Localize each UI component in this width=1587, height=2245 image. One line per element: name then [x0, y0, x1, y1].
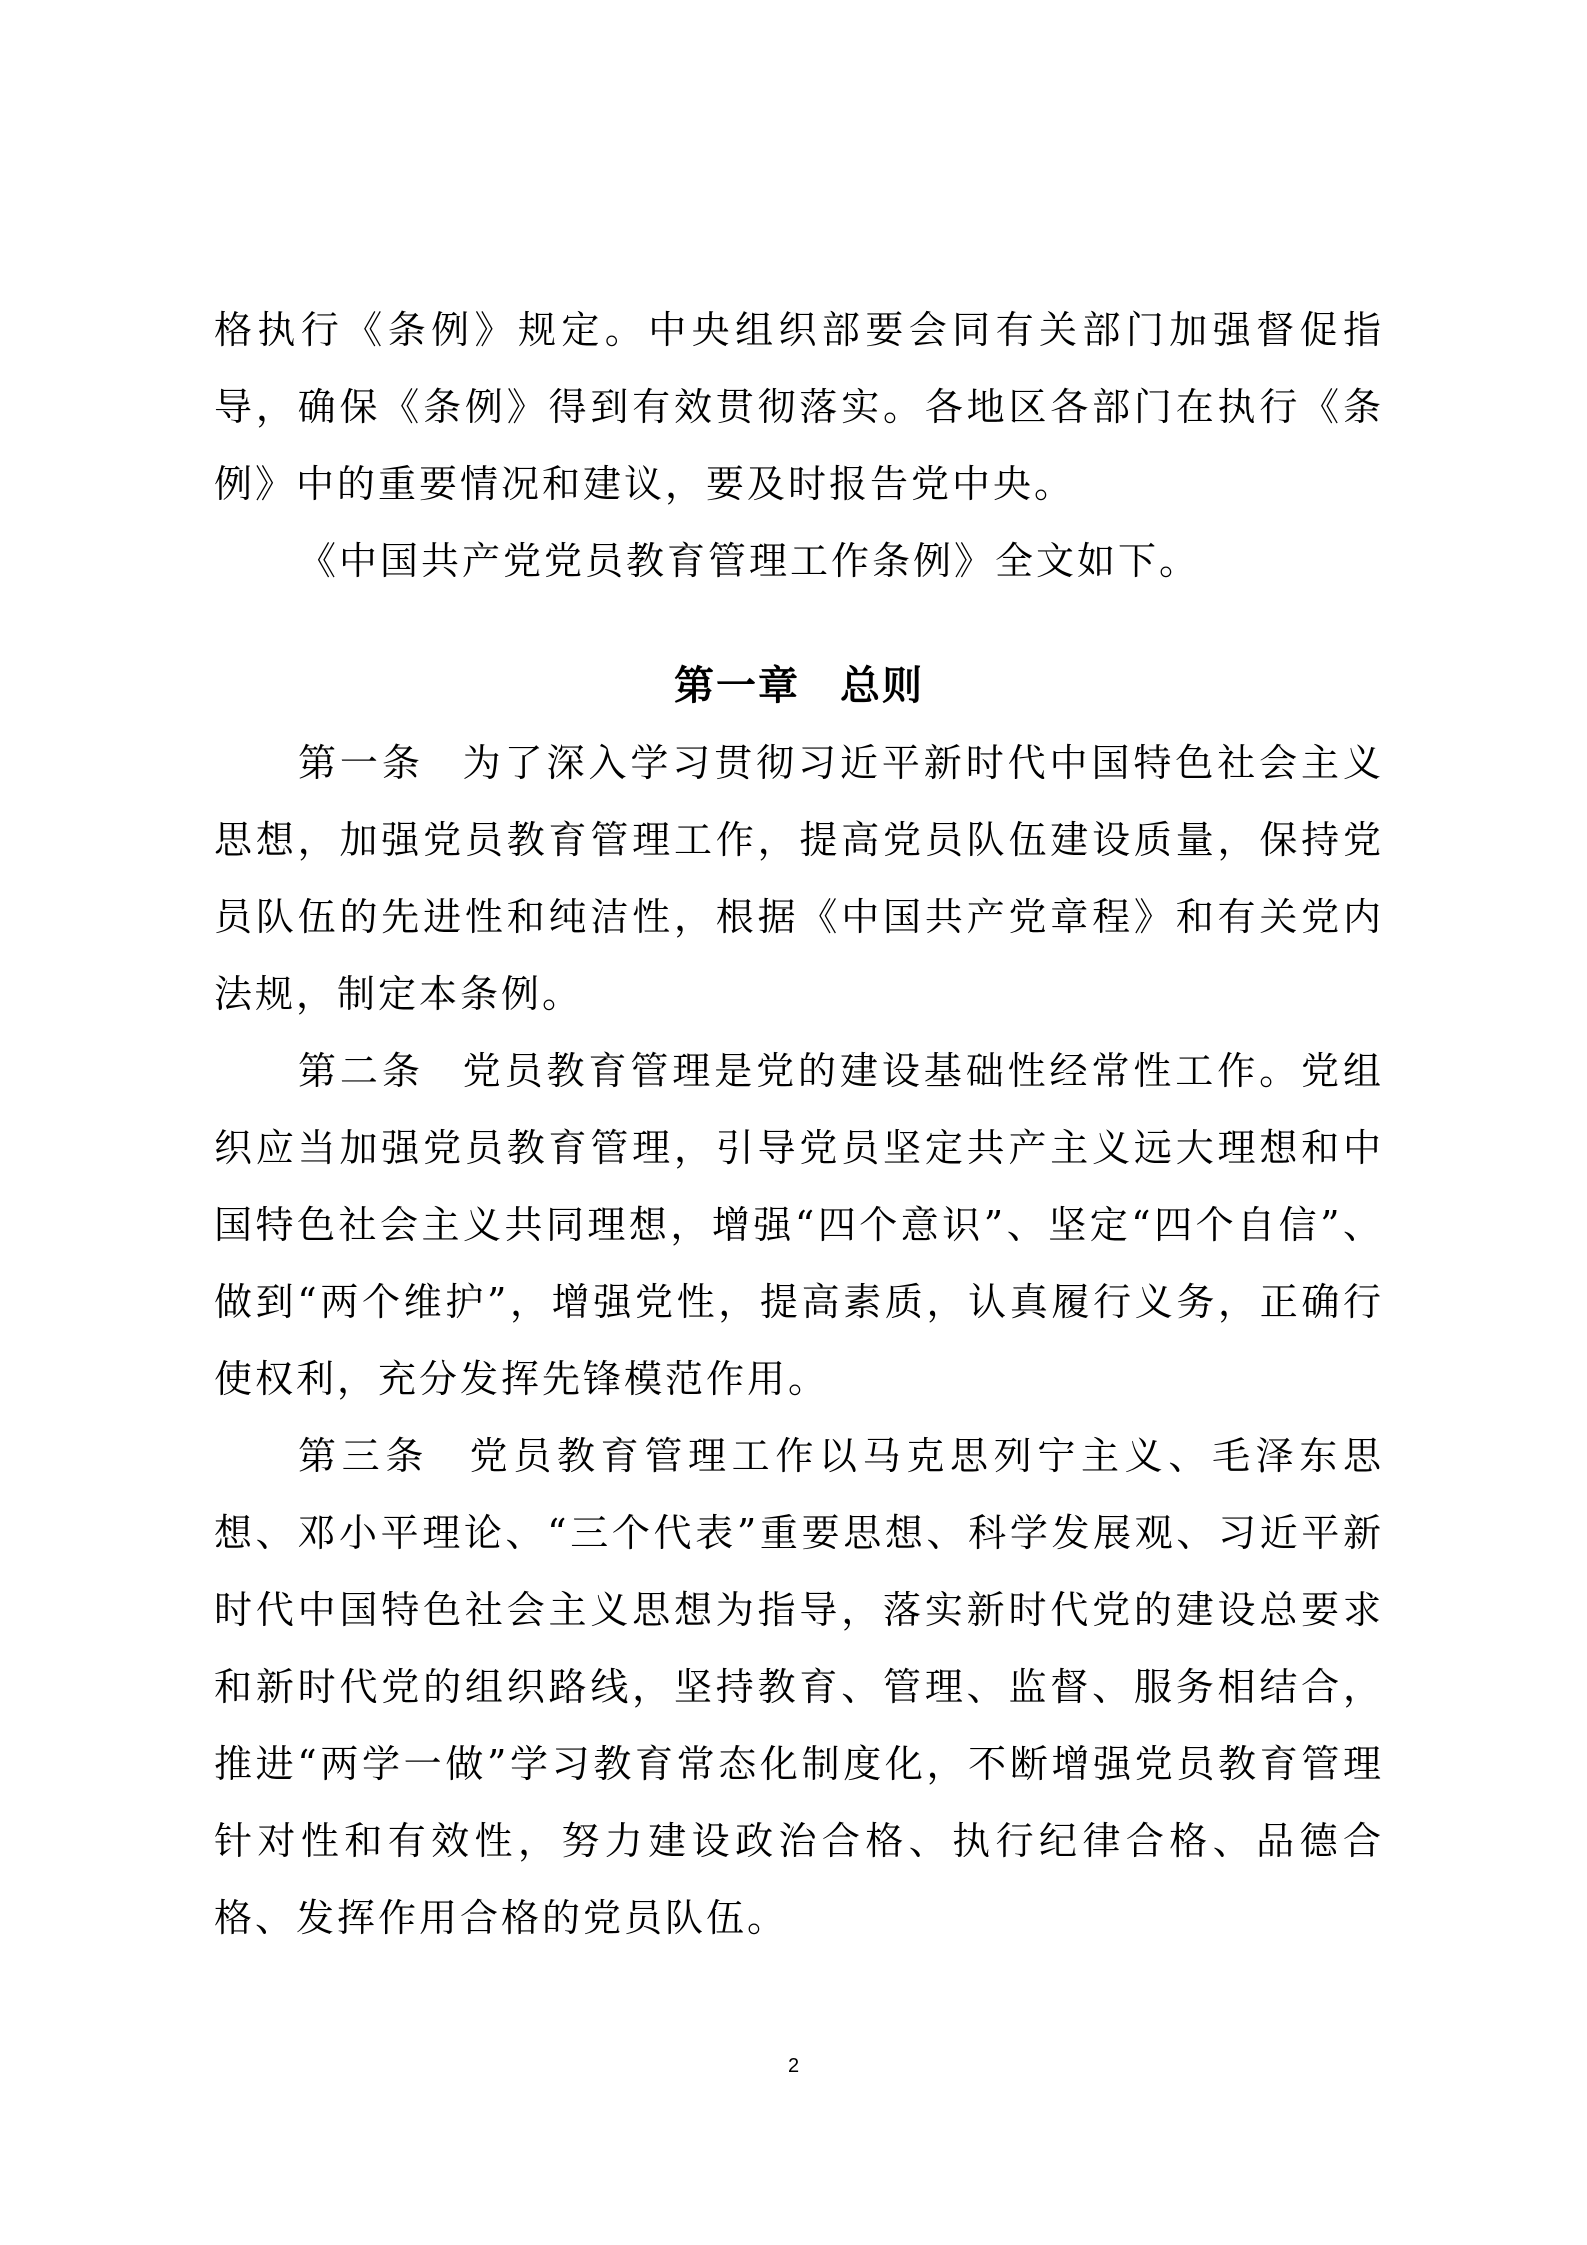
fulltext-note-paragraph: 《中国共产党党员教育管理工作条例》全文如下。	[298, 539, 1201, 583]
article-paragraph	[214, 725, 1384, 1033]
article-label: 第三条	[298, 1434, 429, 1478]
chapter-number: 第一章	[674, 663, 800, 709]
article-paragraph	[214, 1033, 1384, 1418]
article-label: 第一条	[298, 741, 424, 785]
article-label: 第二条	[298, 1049, 424, 1093]
document-body	[214, 292, 1384, 1957]
section-gap	[214, 600, 1384, 648]
article-text: 为了深入学习贯彻习近平新时代中国特色社会主义思想，加强党员教育管理工作，提高党员队伍建设质量，保持党员队伍的先进性和纯洁性，根据《中国共产党章程》和有关党内法规，制定本条例。	[214, 741, 1384, 1016]
article-text: 党员教育管理工作以马克思列宁主义、毛泽东思想、邓小平理论、“三个代表”重要思想、科学发展观、习近平新时代中国特色社会主义思想为指导，落实新时代党的建设总要求和新时代党的组织路线，坚持教育、管理、监督、服务相结合，推进“两学一做”学习教育常态化制度化，不断增强党员教育管理针对性和有效性，努力建设政治合格、执行纪律合格、品德合格、发挥作用合格的党员队伍。	[214, 1434, 1384, 1940]
article-paragraph	[214, 1418, 1384, 1957]
page-number: 2	[787, 2055, 800, 2077]
chapter-heading	[214, 648, 1384, 725]
chapter-title: 总则	[840, 663, 924, 709]
intro-continuation-paragraph: 格执行《条例》规定。中央组织部要会同有关部门加强督促指导，确保《条例》得到有效贯彻落实。各地区各部门在执行《条例》中的重要情况和建议，要及时报告党中央。	[214, 308, 1384, 506]
article-text: 党员教育管理是党的建设基础性经常性工作。党组织应当加强党员教育管理，引导党员坚定共产主义远大理想和中国特色社会主义共同理想，增强“四个意识”、坚定“四个自信”、做到“两个维护”，增强党性，提高素质，认真履行义务，正确行使权利，充分发挥先锋模范作用。	[214, 1049, 1384, 1401]
